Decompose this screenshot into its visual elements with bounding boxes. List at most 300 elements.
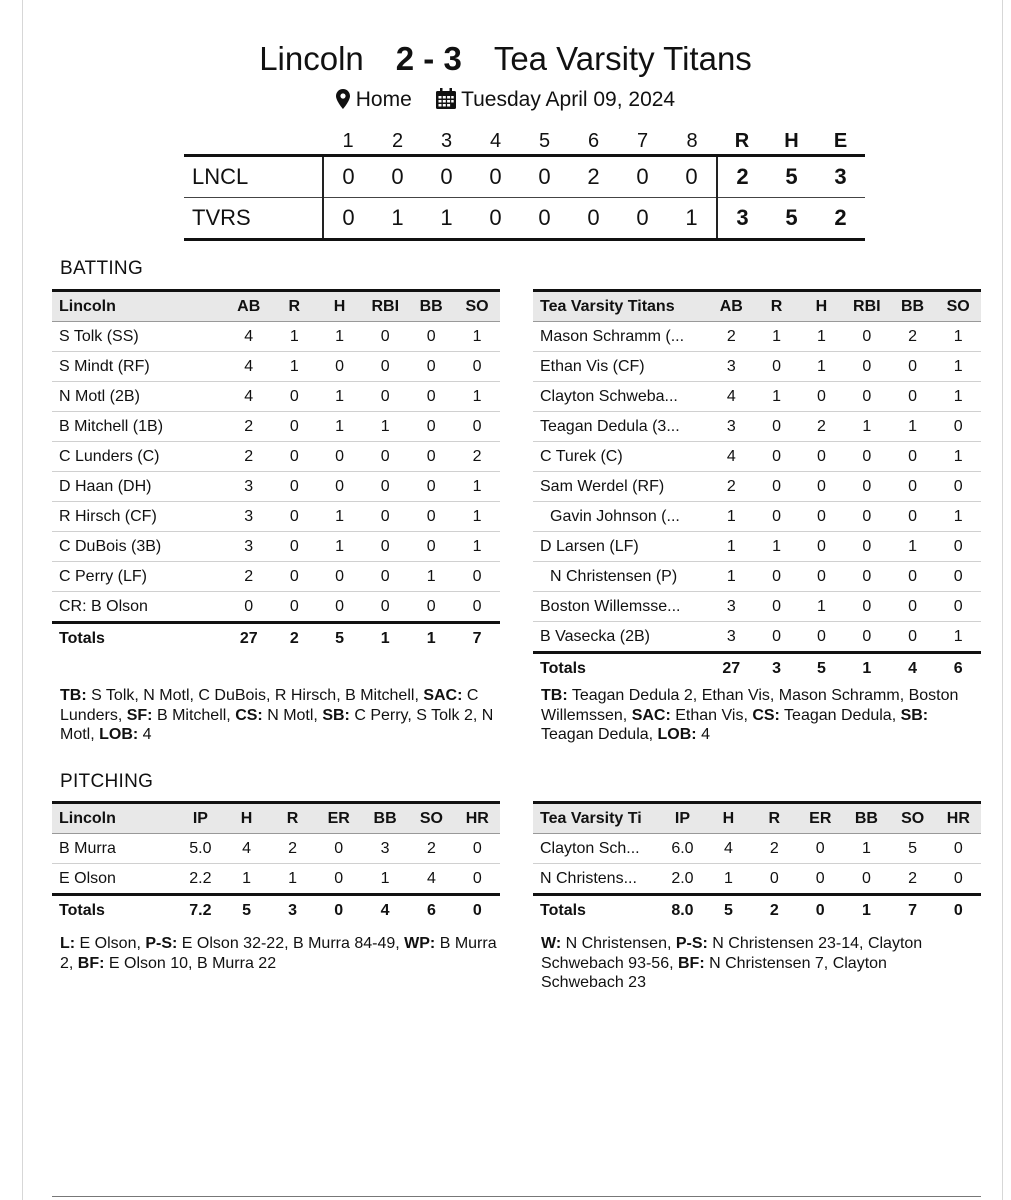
stat-value: 4 bbox=[408, 864, 454, 895]
stat-value: 0 bbox=[890, 502, 936, 532]
stat-value: 0 bbox=[844, 502, 890, 532]
inning-score: 1 bbox=[373, 198, 422, 240]
stat-value: 0 bbox=[317, 442, 362, 472]
note-label: P-S: bbox=[145, 935, 178, 952]
stat-value: 1 bbox=[706, 864, 752, 895]
player-name: B Mitchell (1B) bbox=[52, 412, 226, 442]
note-text: N Christensen 7, Clayton Schwebach 23 bbox=[541, 954, 887, 991]
stat-value: 0 bbox=[454, 352, 500, 382]
stat-value: 0 bbox=[890, 352, 936, 382]
player-name: S Tolk (SS) bbox=[52, 322, 226, 352]
stat-value: 0 bbox=[844, 472, 890, 502]
stat-value: 0 bbox=[316, 834, 362, 864]
stat-value: 0 bbox=[844, 382, 890, 412]
stat-value: 0 bbox=[362, 442, 408, 472]
player-name: CR: B Olson bbox=[52, 592, 226, 623]
stat-value: 0 bbox=[844, 532, 890, 562]
stat-value: 0 bbox=[751, 864, 797, 895]
note-label: LOB: bbox=[657, 726, 697, 743]
note-text: C Perry, S Tolk 2, N Motl, bbox=[60, 706, 494, 743]
stat-column-header: H bbox=[224, 803, 270, 834]
totals-row bbox=[52, 895, 500, 926]
stat-value: 5.0 bbox=[177, 834, 223, 864]
stat-value: 2 bbox=[890, 322, 936, 352]
totals-value: 2 bbox=[751, 895, 797, 926]
note-label: BF: bbox=[77, 954, 105, 972]
player-name: S Mindt (RF) bbox=[52, 352, 226, 382]
inning-score: 1 bbox=[422, 198, 471, 240]
inning-header: 5 bbox=[538, 129, 551, 152]
note-label: CS: bbox=[752, 706, 780, 724]
stat-value: 0 bbox=[455, 864, 500, 895]
stat-value: 0 bbox=[272, 592, 317, 623]
stat-value: 0 bbox=[799, 382, 844, 412]
stat-column-header: H bbox=[799, 291, 844, 322]
tea-batting-table bbox=[533, 289, 981, 683]
stat-value: 1 bbox=[799, 322, 844, 352]
inning-score: 0 bbox=[373, 156, 422, 198]
stat-value: 0 bbox=[890, 472, 936, 502]
note-text: C Lunders, bbox=[60, 687, 479, 724]
note-label: SAC: bbox=[631, 706, 671, 724]
stat-value: 1 bbox=[708, 562, 754, 592]
note-text: N Motl, bbox=[262, 706, 323, 724]
location-pin-icon bbox=[336, 89, 350, 109]
stat-value: 0 bbox=[935, 532, 981, 562]
hits-header: H bbox=[784, 129, 799, 152]
stat-column-header: ER bbox=[316, 803, 362, 834]
stat-value: 1 bbox=[935, 622, 981, 653]
stat-value: 0 bbox=[272, 382, 317, 412]
stat-value: 2 bbox=[799, 412, 844, 442]
inning-score: 0 bbox=[323, 156, 373, 198]
stat-value: 0 bbox=[844, 622, 890, 653]
inning-score: 1 bbox=[667, 198, 717, 240]
note-text: Teagan Dedula 2, Ethan Vis, Mason Schramm, Boston Willemssen, bbox=[541, 687, 959, 724]
player-row bbox=[533, 864, 981, 895]
stat-column-header: R bbox=[270, 803, 316, 834]
stat-value: 0 bbox=[754, 412, 799, 442]
note-label: LOB: bbox=[99, 726, 139, 743]
stat-value: 0 bbox=[799, 622, 844, 653]
stat-value: 1 bbox=[799, 352, 844, 382]
stat-value: 0 bbox=[317, 472, 362, 502]
team-column-header: Lincoln bbox=[52, 803, 177, 834]
stat-value: 0 bbox=[272, 502, 317, 532]
stat-value: 0 bbox=[454, 592, 500, 623]
stat-column-header: HR bbox=[455, 803, 500, 834]
note-label: W: bbox=[541, 935, 562, 952]
note-text: N Christensen 23-14, Clayton Schwebach 93-56, bbox=[541, 935, 923, 972]
inning-score: 0 bbox=[667, 156, 717, 198]
stat-column-header: IP bbox=[177, 803, 223, 834]
stat-value: 0 bbox=[890, 622, 936, 653]
stat-column-header: SO bbox=[890, 803, 936, 834]
player-name: D Haan (DH) bbox=[52, 472, 226, 502]
totals-label: Totals bbox=[533, 895, 659, 926]
player-row bbox=[533, 532, 981, 562]
stat-value: 3 bbox=[226, 472, 272, 502]
stat-value: 2 bbox=[226, 412, 272, 442]
inning-header: 8 bbox=[686, 129, 698, 152]
totals-value: 5 bbox=[706, 895, 752, 926]
stat-value: 4 bbox=[708, 382, 754, 412]
totals-value: 7 bbox=[890, 895, 936, 926]
stat-value: 2 bbox=[890, 864, 936, 895]
stat-column-header: SO bbox=[454, 291, 500, 322]
team-column-header: Tea Varsity Titans bbox=[533, 291, 708, 322]
totals-value: 4 bbox=[890, 653, 936, 684]
player-row bbox=[533, 352, 981, 382]
stat-value: 1 bbox=[935, 442, 981, 472]
home-team-name: Tea Varsity Titans bbox=[493, 40, 752, 77]
player-name: Clayton Schweba... bbox=[533, 382, 708, 412]
stat-value: 1 bbox=[272, 322, 317, 352]
linescore-header-blank bbox=[184, 128, 323, 156]
stat-column-header: SO bbox=[408, 803, 454, 834]
table-header-row bbox=[533, 291, 981, 322]
stat-value: 1 bbox=[408, 562, 454, 592]
stat-column-header: IP bbox=[659, 803, 705, 834]
stat-value: 0 bbox=[362, 592, 408, 623]
player-row bbox=[533, 592, 981, 622]
table-header-row bbox=[52, 803, 500, 834]
table-header-row bbox=[533, 803, 981, 834]
page-border-right bbox=[1002, 0, 1003, 1200]
stat-column-header: H bbox=[706, 803, 752, 834]
note-label: P-S: bbox=[675, 935, 708, 952]
player-name: Ethan Vis (CF) bbox=[533, 352, 708, 382]
stat-value: 0 bbox=[408, 322, 454, 352]
stat-column-header: HR bbox=[936, 803, 981, 834]
team-abbrev: LNCL bbox=[184, 156, 323, 198]
stat-value: 4 bbox=[226, 322, 272, 352]
lincoln-pitching-table bbox=[52, 801, 500, 925]
inning-score: 0 bbox=[520, 198, 569, 240]
player-row bbox=[52, 352, 500, 382]
team-column-header: Tea Varsity Ti bbox=[533, 803, 659, 834]
player-row bbox=[533, 322, 981, 352]
linescore-row-home bbox=[184, 198, 865, 240]
inning-header: 1 bbox=[342, 129, 354, 152]
player-row bbox=[52, 592, 500, 623]
player-row bbox=[52, 412, 500, 442]
inning-header: 6 bbox=[587, 129, 600, 152]
note-text: E Olson 10, B Murra 22 bbox=[104, 954, 277, 972]
stat-value: 0 bbox=[317, 352, 362, 382]
page-bottom-rule bbox=[52, 1196, 981, 1197]
stat-column-header: BB bbox=[843, 803, 889, 834]
stat-value: 0 bbox=[316, 864, 362, 895]
totals-row bbox=[533, 895, 981, 926]
inning-score: 0 bbox=[471, 198, 520, 240]
player-name: R Hirsch (CF) bbox=[52, 502, 226, 532]
stat-column-header: BB bbox=[362, 803, 408, 834]
player-name: Boston Willemsse... bbox=[533, 592, 708, 622]
stat-value: 1 bbox=[935, 382, 981, 412]
stat-value: 3 bbox=[708, 592, 754, 622]
stat-value: 4 bbox=[224, 834, 270, 864]
player-name: Clayton Sch... bbox=[533, 834, 659, 864]
stat-value: 0 bbox=[890, 562, 936, 592]
inning-header: 2 bbox=[391, 129, 404, 152]
stat-value: 3 bbox=[708, 622, 754, 653]
stat-value: 1 bbox=[272, 352, 317, 382]
note-label: SB: bbox=[900, 706, 929, 724]
stat-value: 1 bbox=[708, 502, 754, 532]
inning-score: 0 bbox=[471, 156, 520, 198]
linescore-row-away bbox=[184, 156, 865, 198]
stat-value: 0 bbox=[754, 502, 799, 532]
stat-value: 0 bbox=[799, 502, 844, 532]
stat-value: 0 bbox=[226, 592, 272, 623]
errors-header: E bbox=[833, 129, 848, 152]
stat-value: 2.2 bbox=[177, 864, 223, 895]
totals-value: 1 bbox=[844, 653, 890, 684]
player-row bbox=[52, 382, 500, 412]
calendar-icon bbox=[436, 88, 456, 109]
stat-column-header: AB bbox=[226, 291, 272, 322]
stat-value: 0 bbox=[272, 562, 317, 592]
totals-value: 0 bbox=[455, 895, 500, 926]
stat-value: 2 bbox=[708, 472, 754, 502]
totals-label: Totals bbox=[52, 623, 226, 654]
note-text: E Olson 32-22, B Murra 84-49, bbox=[177, 935, 405, 952]
stat-column-header: BB bbox=[408, 291, 454, 322]
player-row bbox=[533, 472, 981, 502]
stat-value: 0 bbox=[799, 562, 844, 592]
totals-row bbox=[533, 653, 981, 684]
totals-value: 0 bbox=[936, 895, 981, 926]
stat-value: 1 bbox=[754, 382, 799, 412]
stat-value: 0 bbox=[799, 442, 844, 472]
player-row bbox=[52, 322, 500, 352]
stat-value: 0 bbox=[455, 834, 500, 864]
stat-value: 0 bbox=[936, 864, 981, 895]
stat-value: 0 bbox=[317, 592, 362, 623]
player-row bbox=[533, 502, 981, 532]
stat-value: 0 bbox=[408, 382, 454, 412]
totals-value: 7.2 bbox=[177, 895, 223, 926]
totals-value: 27 bbox=[708, 653, 754, 684]
stat-value: 0 bbox=[754, 562, 799, 592]
stat-column-header: H bbox=[317, 291, 362, 322]
totals-row bbox=[52, 623, 500, 654]
stat-value: 0 bbox=[843, 864, 889, 895]
stat-column-header: R bbox=[751, 803, 797, 834]
player-name: Sam Werdel (RF) bbox=[533, 472, 708, 502]
player-row bbox=[52, 562, 500, 592]
player-name: C Perry (LF) bbox=[52, 562, 226, 592]
totals-value: 1 bbox=[408, 623, 454, 654]
player-name: C Turek (C) bbox=[533, 442, 708, 472]
player-name: Gavin Johnson (... bbox=[533, 502, 708, 532]
inning-score: 0 bbox=[422, 156, 471, 198]
stat-value: 1 bbox=[454, 472, 500, 502]
stat-value: 4 bbox=[226, 382, 272, 412]
player-row bbox=[52, 502, 500, 532]
inning-header: 3 bbox=[440, 129, 453, 152]
note-label: CS: bbox=[235, 706, 263, 724]
stat-value: 1 bbox=[362, 864, 408, 895]
stat-value: 0 bbox=[408, 472, 454, 502]
totals-value: 6 bbox=[935, 653, 981, 684]
stat-value: 3 bbox=[226, 532, 272, 562]
stat-value: 0 bbox=[272, 472, 317, 502]
team-abbrev: TVRS bbox=[184, 198, 323, 240]
stat-value: 0 bbox=[754, 472, 799, 502]
stat-value: 1 bbox=[890, 532, 936, 562]
stat-value: 2 bbox=[454, 442, 500, 472]
stat-value: 1 bbox=[224, 864, 270, 895]
stat-column-header: SO bbox=[935, 291, 981, 322]
player-row bbox=[52, 834, 500, 864]
tea-batting-notes bbox=[541, 686, 961, 745]
totals-value: 2 bbox=[272, 623, 317, 654]
stat-value: 0 bbox=[890, 592, 936, 622]
stat-value: 1 bbox=[317, 322, 362, 352]
player-name: B Murra bbox=[52, 834, 177, 864]
pitching-section-label: PITCHING bbox=[60, 771, 154, 792]
stat-value: 0 bbox=[890, 442, 936, 472]
stat-value: 0 bbox=[362, 502, 408, 532]
totals-label: Totals bbox=[533, 653, 708, 684]
totals-value: 5 bbox=[799, 653, 844, 684]
inning-score: 2 bbox=[569, 156, 618, 198]
note-label: SF: bbox=[126, 706, 153, 724]
total-runs: 2 bbox=[717, 156, 767, 198]
stat-value: 1 bbox=[935, 322, 981, 352]
stat-value: 1 bbox=[454, 502, 500, 532]
inning-score: 0 bbox=[520, 156, 569, 198]
stat-value: 2 bbox=[708, 322, 754, 352]
batting-section-label: BATTING bbox=[60, 258, 144, 279]
player-row bbox=[52, 472, 500, 502]
stat-value: 1 bbox=[317, 382, 362, 412]
player-row bbox=[52, 532, 500, 562]
inning-header: 4 bbox=[489, 129, 502, 152]
runs-header: R bbox=[734, 129, 750, 152]
total-errors: 2 bbox=[816, 198, 865, 240]
totals-value: 7 bbox=[454, 623, 500, 654]
stat-column-header: RBI bbox=[362, 291, 408, 322]
stat-value: 1 bbox=[935, 502, 981, 532]
stat-value: 0 bbox=[754, 592, 799, 622]
note-text: 4 bbox=[138, 726, 152, 743]
stat-value: 2 bbox=[408, 834, 454, 864]
note-text: E Olson, bbox=[75, 935, 146, 952]
total-hits: 5 bbox=[767, 156, 816, 198]
stat-value: 0 bbox=[362, 352, 408, 382]
stat-value: 0 bbox=[317, 562, 362, 592]
player-row bbox=[533, 562, 981, 592]
stat-column-header: BB bbox=[890, 291, 936, 322]
totals-value: 3 bbox=[754, 653, 799, 684]
stat-value: 0 bbox=[844, 592, 890, 622]
inning-score: 0 bbox=[569, 198, 618, 240]
note-text: S Tolk, N Motl, C DuBois, R Hirsch, B Mitchell, bbox=[86, 687, 424, 704]
game-info bbox=[0, 88, 1011, 112]
note-text: B Murra 2, bbox=[60, 935, 497, 972]
stat-value: 4 bbox=[708, 442, 754, 472]
stat-value: 0 bbox=[454, 412, 500, 442]
stat-value: 1 bbox=[708, 532, 754, 562]
total-hits: 5 bbox=[767, 198, 816, 240]
player-name: N Christens... bbox=[533, 864, 659, 895]
stat-value: 0 bbox=[935, 592, 981, 622]
totals-value: 5 bbox=[317, 623, 362, 654]
stat-value: 0 bbox=[362, 562, 408, 592]
stat-value: 0 bbox=[799, 532, 844, 562]
stat-value: 1 bbox=[754, 532, 799, 562]
stat-value: 3 bbox=[708, 352, 754, 382]
note-label: TB: bbox=[60, 687, 87, 704]
totals-value: 6 bbox=[408, 895, 454, 926]
stat-value: 0 bbox=[408, 532, 454, 562]
stat-value: 0 bbox=[935, 562, 981, 592]
totals-value: 1 bbox=[843, 895, 889, 926]
inning-score: 0 bbox=[618, 198, 667, 240]
stat-value: 0 bbox=[362, 532, 408, 562]
totals-value: 3 bbox=[270, 895, 316, 926]
note-text: Teagan Dedula, bbox=[779, 706, 901, 724]
stat-value: 0 bbox=[799, 472, 844, 502]
note-label: L: bbox=[60, 935, 76, 952]
lincoln-pitching-notes bbox=[60, 934, 505, 973]
page-border-left bbox=[22, 0, 23, 1200]
stat-value: 3 bbox=[226, 502, 272, 532]
stat-value: 2 bbox=[270, 834, 316, 864]
stat-value: 0 bbox=[797, 834, 843, 864]
stat-value: 0 bbox=[935, 472, 981, 502]
stat-value: 0 bbox=[408, 442, 454, 472]
stat-value: 0 bbox=[754, 442, 799, 472]
stat-value: 0 bbox=[408, 592, 454, 623]
stat-value: 0 bbox=[272, 412, 317, 442]
note-label: WP: bbox=[404, 935, 436, 952]
lincoln-batting-notes bbox=[60, 686, 505, 745]
stat-value: 1 bbox=[754, 322, 799, 352]
stat-value: 4 bbox=[226, 352, 272, 382]
note-text: 4 bbox=[696, 726, 710, 743]
stat-column-header: RBI bbox=[844, 291, 890, 322]
totals-value: 0 bbox=[316, 895, 362, 926]
note-text: Ethan Vis, bbox=[670, 706, 753, 724]
note-label: BF: bbox=[677, 954, 705, 972]
lincoln-batting-table bbox=[52, 289, 500, 653]
linescore-table bbox=[184, 128, 865, 241]
stat-value: 1 bbox=[454, 382, 500, 412]
team-column-header: Lincoln bbox=[52, 291, 226, 322]
stat-value: 0 bbox=[454, 562, 500, 592]
date-text: Tuesday April 09, 2024 bbox=[461, 88, 676, 111]
note-label: TB: bbox=[541, 687, 568, 704]
player-row bbox=[533, 412, 981, 442]
tea-pitching-notes bbox=[541, 934, 971, 993]
stat-value: 3 bbox=[708, 412, 754, 442]
player-row bbox=[533, 382, 981, 412]
player-row bbox=[533, 834, 981, 864]
stat-value: 1 bbox=[843, 834, 889, 864]
note-text: B Mitchell, bbox=[152, 706, 236, 724]
stat-value: 2 bbox=[751, 834, 797, 864]
inning-score: 0 bbox=[323, 198, 373, 240]
note-text: Teagan Dedula, bbox=[541, 726, 658, 743]
stat-value: 2 bbox=[226, 562, 272, 592]
stat-value: 1 bbox=[317, 412, 362, 442]
totals-value: 1 bbox=[362, 623, 408, 654]
stat-value: 2 bbox=[226, 442, 272, 472]
